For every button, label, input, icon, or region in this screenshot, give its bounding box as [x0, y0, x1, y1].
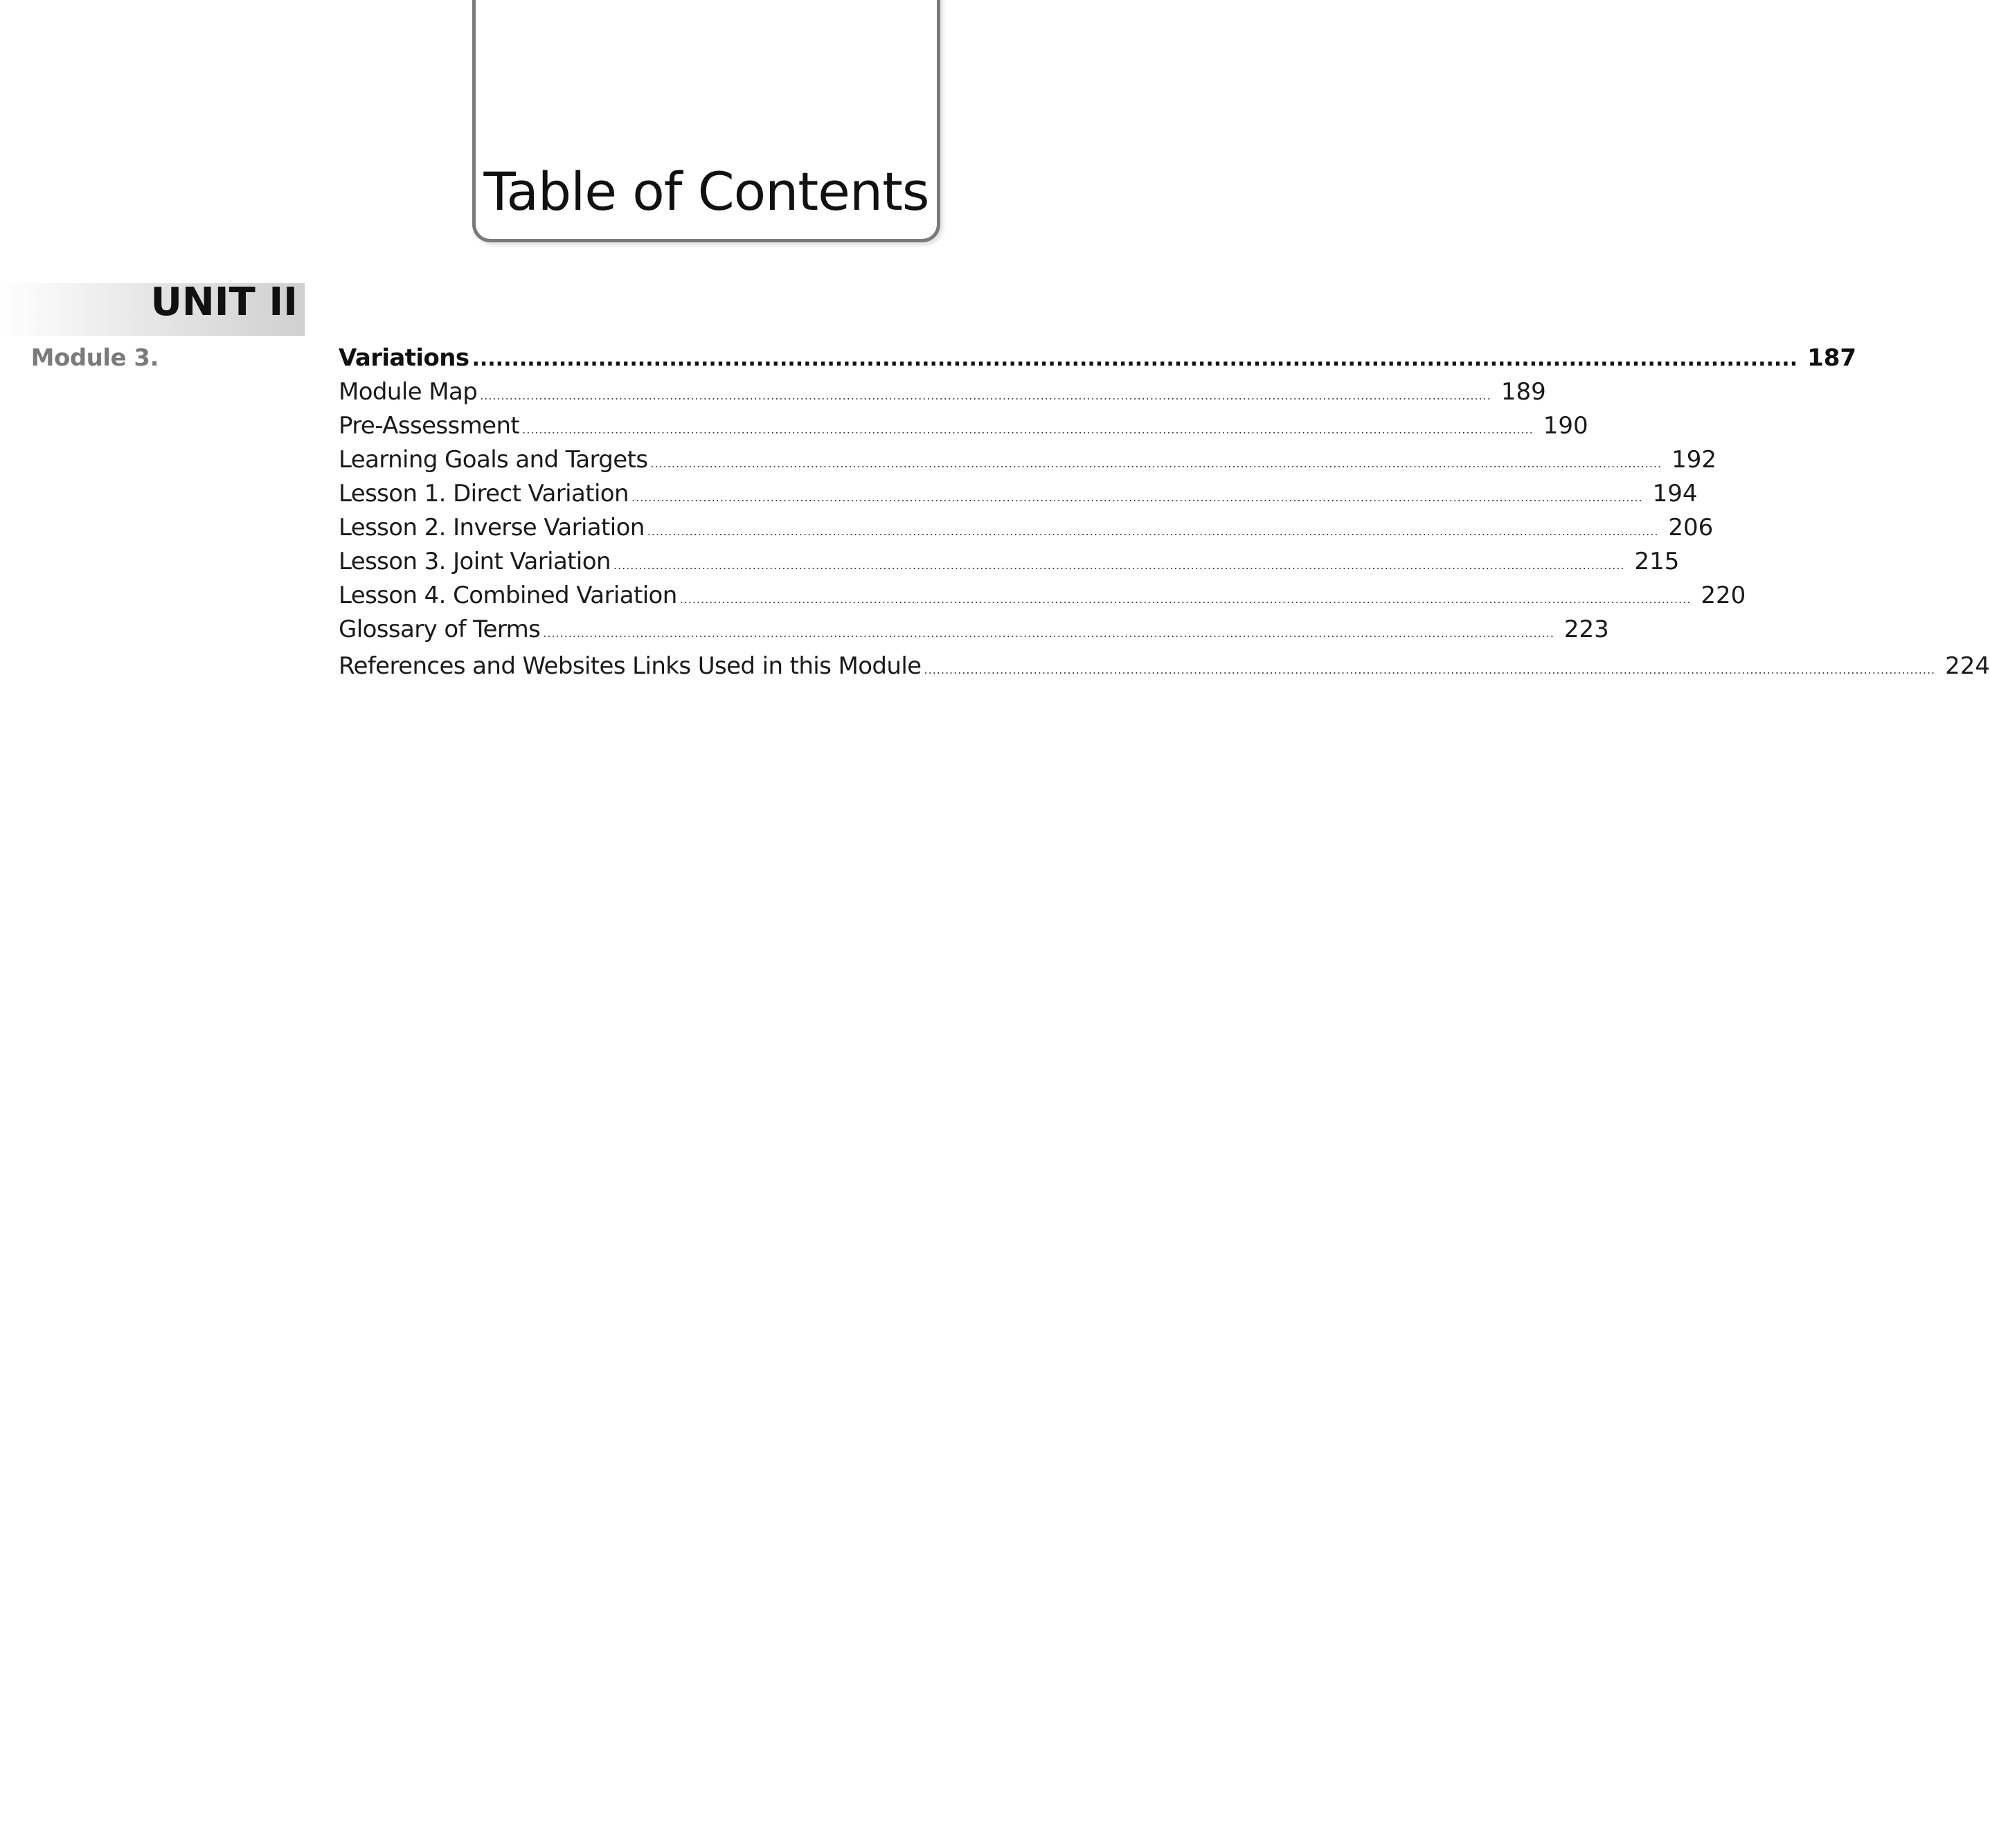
dot-leader: ................................................................................................................................................................................................................................................	[543, 627, 1554, 640]
toc-entry[interactable]	[339, 548, 1680, 582]
toc-entry-title: Lesson 2. Inverse Variation	[339, 514, 645, 541]
toc-entry[interactable]	[339, 412, 1588, 446]
page-number: 220	[1701, 582, 1746, 609]
dot-leader: ................................................................................................................................................................................................................................................	[679, 593, 1692, 606]
page-number: 187	[1807, 344, 1857, 372]
dot-leader: ................................................................................................................................................................................................................................................	[480, 389, 1491, 402]
toc-entry[interactable]	[339, 514, 1714, 548]
toc-entry-title: Lesson 4. Combined Variation	[339, 582, 677, 609]
dot-leader: ........................................................................................................................................................................	[472, 347, 1798, 371]
toc-entry-title: Pre-Assessment	[339, 412, 520, 440]
module-title: Variations	[339, 344, 469, 372]
toc-entry[interactable]	[339, 378, 1546, 412]
module-number-label: Module 3.	[30, 344, 159, 372]
toc-entry[interactable]	[339, 652, 1990, 686]
toc-entry[interactable]	[339, 582, 1746, 616]
toc-entry-title: Glossary of Terms	[339, 616, 541, 643]
dot-leader: ................................................................................................................................................................................................................................................	[613, 559, 1625, 572]
toc-entry-title: Lesson 3. Joint Variation	[339, 548, 611, 575]
toc-entry[interactable]	[339, 480, 1698, 514]
dot-leader: ................................................................................................................................................................................................................................................	[650, 457, 1662, 470]
page-number: 224	[1945, 652, 1990, 680]
title-box	[472, 0, 940, 242]
page-number: 223	[1563, 616, 1609, 643]
dot-leader: ................................................................................................................................................................................................................................................	[924, 663, 1936, 676]
toc-entry[interactable]	[339, 446, 1716, 480]
dot-leader: ................................................................................................................................................................................................................................................	[631, 491, 1643, 504]
toc-entry-title: Module Map	[339, 378, 478, 406]
unit-heading: UNIT II	[150, 280, 298, 325]
page-number: 215	[1634, 548, 1680, 575]
page-number: 192	[1671, 446, 1716, 474]
toc-module-row[interactable]	[30, 344, 1857, 378]
toc-entry-title: Lesson 1. Direct Variation	[339, 480, 629, 508]
toc-entry[interactable]	[339, 616, 1609, 649]
dot-leader: ................................................................................................................................................................................................................................................	[522, 423, 1534, 436]
page-number: 194	[1652, 480, 1698, 508]
page-number: 190	[1543, 412, 1588, 440]
page-title: Table of Contents	[483, 161, 929, 222]
toc-entry-title: References and Websites Links Used in this Module	[339, 652, 922, 680]
toc-entry-title: Learning Goals and Targets	[339, 446, 648, 474]
page-number: 189	[1500, 378, 1546, 406]
page-number: 206	[1668, 514, 1714, 541]
dot-leader: ................................................................................................................................................................................................................................................	[647, 525, 1659, 538]
